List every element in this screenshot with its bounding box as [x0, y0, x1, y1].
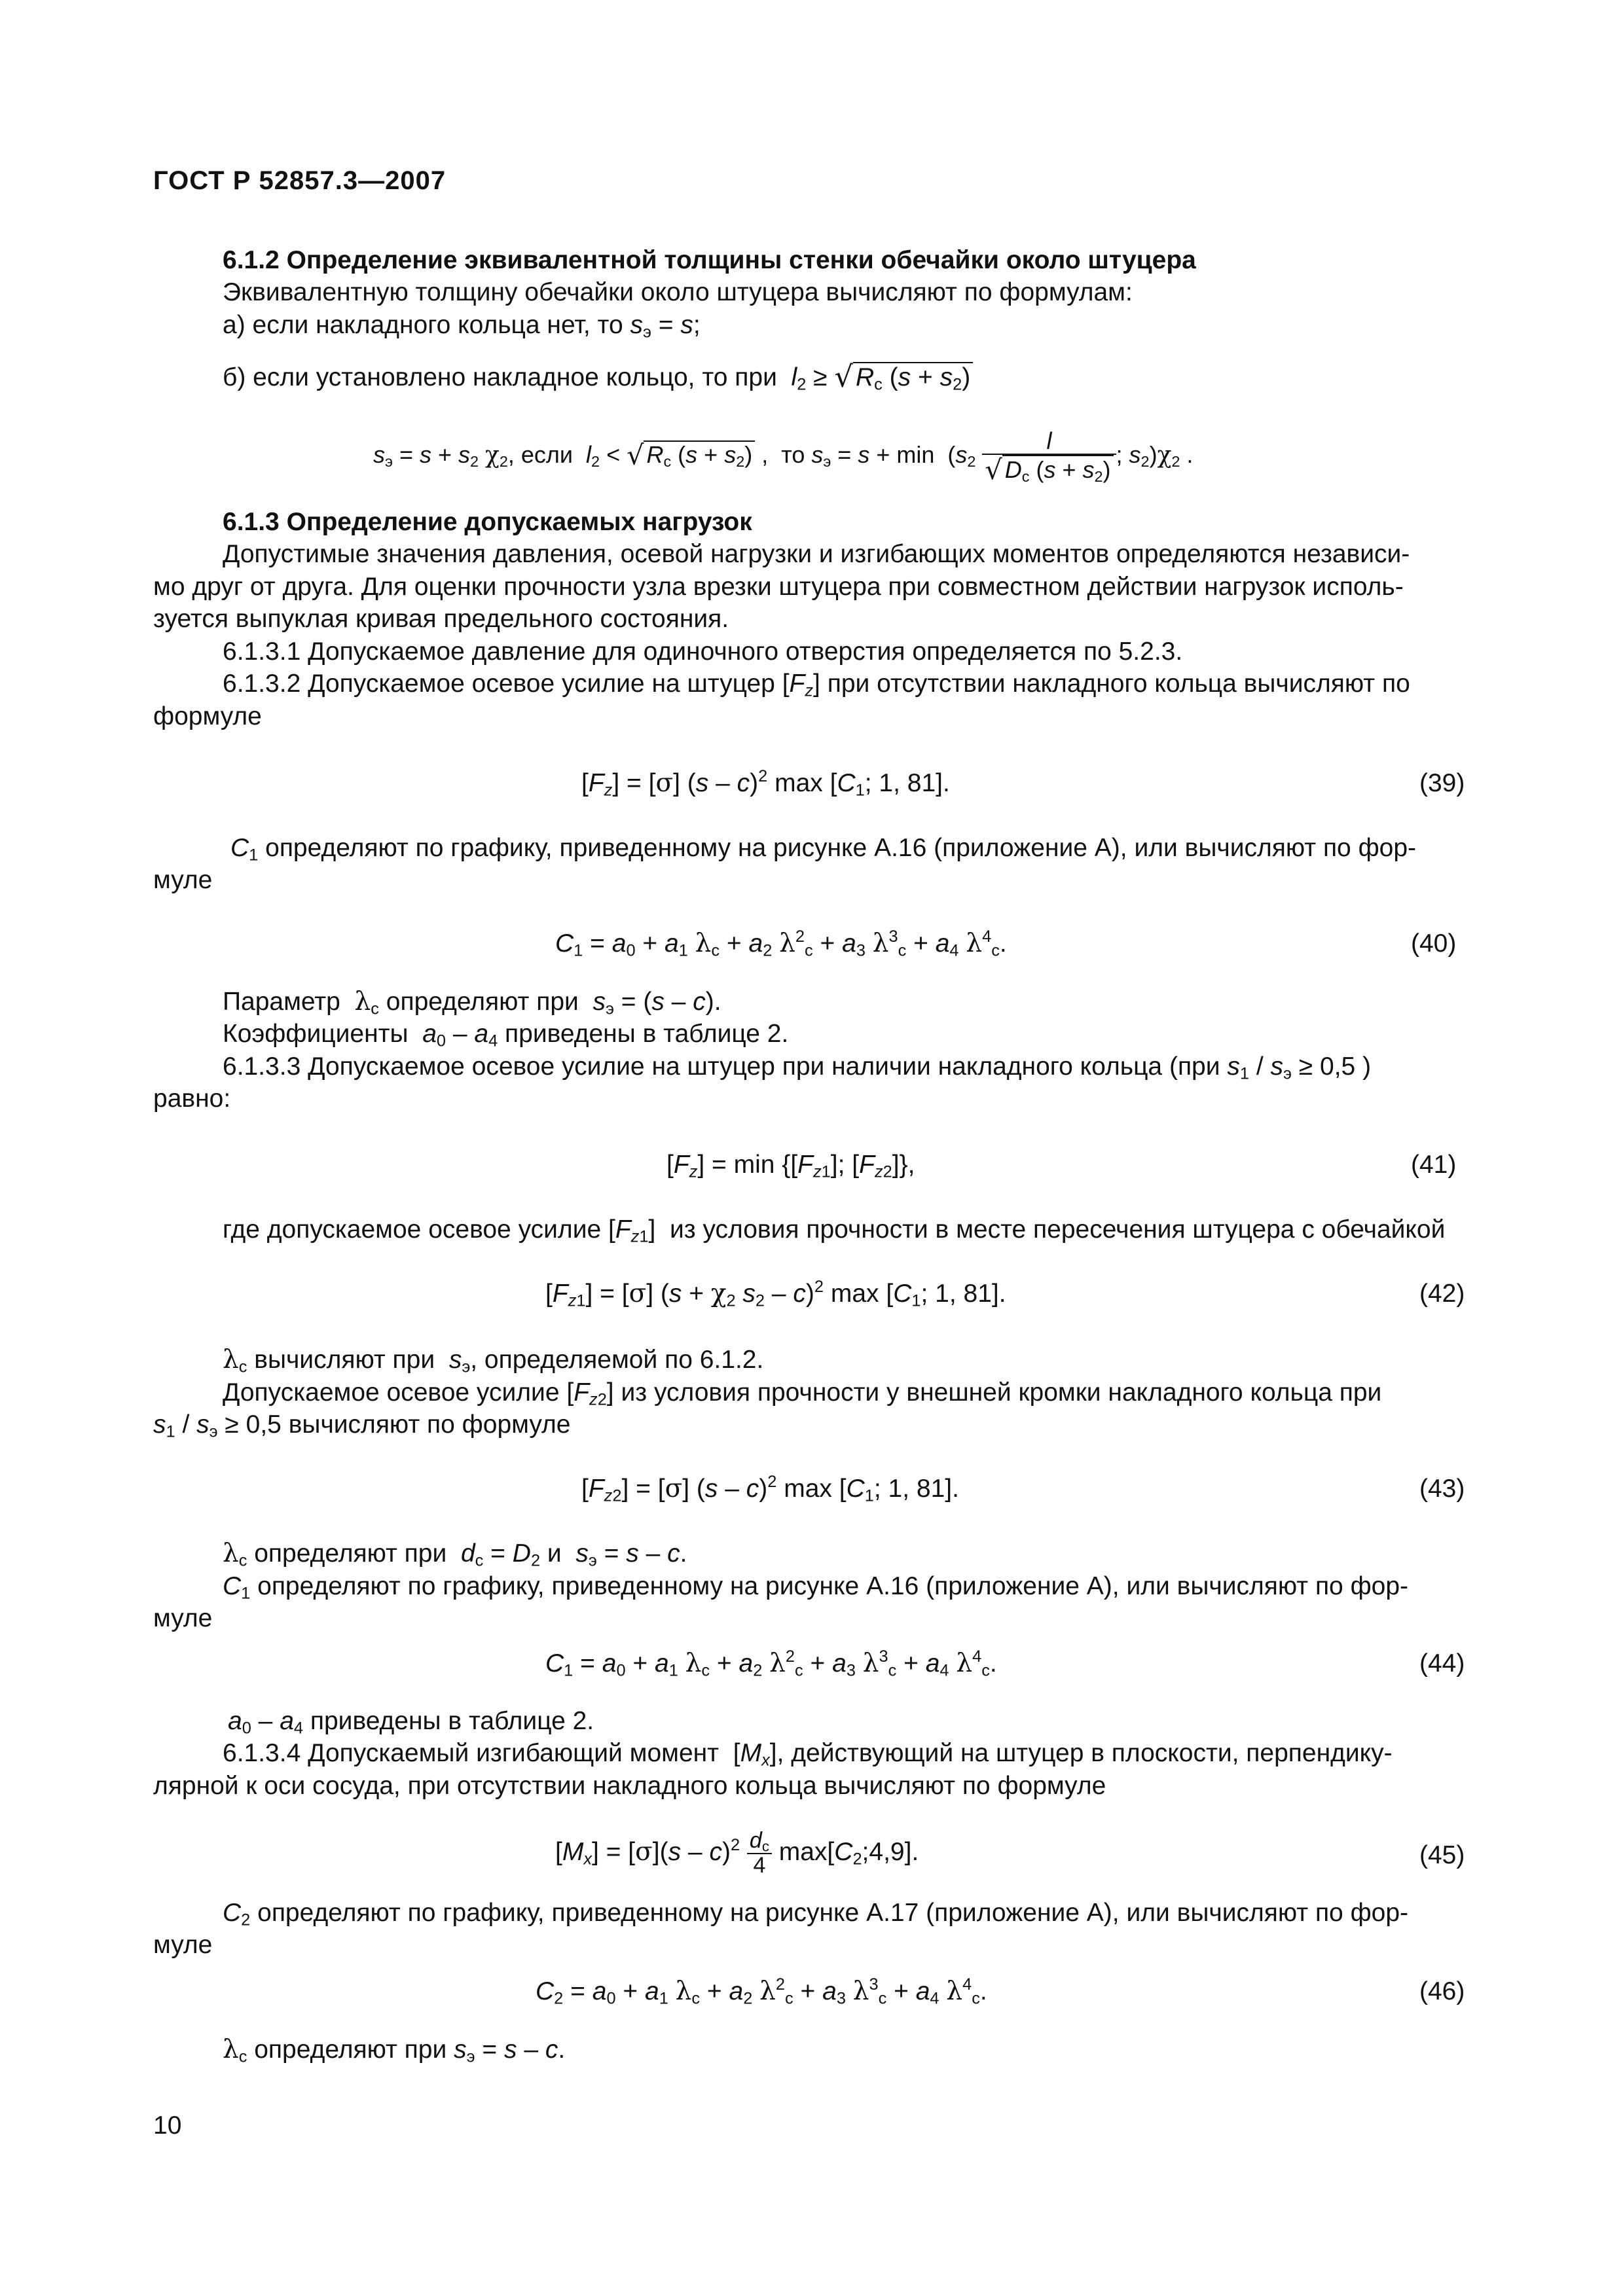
paragraph: Коэффициенты $a_0 - a_4$ приведены в таблице 2. — [223, 1020, 789, 1050]
paragraph: 6.1.3.4 Допускаемый изгибающий момент $[M_x]$, действующий на штуцер в плоскости, перпендику- — [223, 1739, 1393, 1770]
paragraph: где допускаемое осевое усилие $[F_{z1}]$ из условия прочности в месте пересечения штуцера с обечайкой — [223, 1215, 1446, 1246]
paragraph: 6.1.3.2 Допускаемое осевое усилие на штуцер $[F_z]$ при отсутствии накладного кольца вычисляют по — [223, 670, 1410, 700]
equation-number: (46) — [1419, 1977, 1465, 2005]
paragraph: $s_1 / s_э \ge 0,5$ вычисляют по формуле — [153, 1410, 571, 1441]
equation-46: $C_2 = a_0 + a_1$ $\lambda_с + a_2$ $\lambda^2_с + a_3$ $\lambda^3_с + a_4$ $\lambda^4_с$. — [536, 1975, 987, 2008]
paragraph: Допускаемое осевое усилие $[F_{z2}]$ из условия прочности у внешней кромки накладного кольца при — [223, 1378, 1382, 1409]
paragraph: Эквивалентную толщину обечайки около штуцера вычисляют по формулам: — [223, 278, 1133, 306]
equation-44: $C_1 = a_0 + a_1$ $\lambda_с + a_2$ $\lambda^2_с + a_3$ $\lambda^3_с + a_4$ $\lambda^4_с$. — [545, 1647, 997, 1680]
paragraph: формуле — [153, 702, 262, 730]
equation-number: (42) — [1419, 1280, 1465, 1308]
paragraph: $C_1$ определяют по графику, приведенному на рисунке А.16 (приложение А), или вычисляют по фор- — [223, 1572, 1409, 1603]
paragraph: б) если установлено накладное кольцо, то при $l_2$ ≥ √ $R_с$ $(s + s_2)$ — [223, 362, 973, 392]
paragraph: муле — [153, 1931, 213, 1959]
paragraph: равно: — [153, 1085, 231, 1113]
paragraph: 6.1.3.1 Допускаемое давление для одиночного отверстия определяется по 5.2.3. — [223, 637, 1183, 666]
equation-39: $[F_z] = [\sigma]$ (s – c)$^2$ $\max [C_1$; 1, 81]. — [581, 766, 950, 800]
equation-number: (40) — [1411, 929, 1457, 958]
paragraph: лярной к оси сосуда, при отсутствии накладного кольца вычисляют по формуле — [153, 1772, 1106, 1800]
paragraph: 6.1.3.3 Допускаемое осевое усилие на штуцер при наличии накладного кольца (при $s_1 / s_э \ge 0,5$ ) — [223, 1052, 1372, 1083]
paragraph: $a_0 - a_4$ приведены в таблице 2. — [228, 1707, 594, 1738]
equation-number: (39) — [1419, 769, 1465, 797]
document-header: ГОСТ Р 52857.3—2007 — [153, 166, 447, 195]
paragraph: мо друг от друга. Для оценки прочности узла врезки штуцера при совместном действии нагрузок исполь- — [153, 573, 1404, 601]
equation-42: $[F_{z1}] = [\sigma] (s + \chi_2$ $s_2 - c)^2$ $\max [C_1$; 1, 81]. — [545, 1277, 1006, 1310]
paragraph: $C_2$ определяют по графику, приведенному на рисунке А.17 (приложение А), или вычисляют по фор- — [223, 1899, 1409, 1929]
equation-number: (44) — [1419, 1649, 1465, 1677]
section-title-6-1-2: 6.1.2 Определение эквивалентной толщины стенки обечайки около штуцера — [223, 246, 1196, 274]
paragraph: $\lambda_с$ определяют при $d_с = D_2$ и $s_э = s - c$. — [223, 1539, 687, 1570]
paragraph: $\lambda_с$ определяют при $s_э = s - c$. — [223, 2035, 566, 2066]
paragraph: Параметр $\lambda_с$ определяют при $s_э = (s - c)$. — [223, 987, 721, 1018]
paragraph: Допустимые значения давления, осевой нагрузки и изгибающих моментов определяются независи- — [223, 540, 1410, 568]
equation-41: $[F_z] = \min \{[F_{z1}]$; $[F_{z2}]$}, — [666, 1151, 915, 1181]
paragraph: $C_1$ определяют по графику, приведенному на рисунке А.16 (приложение А), или вычисляют по фор- — [230, 834, 1417, 865]
paragraph: зуется выпуклая кривая предельного состояния. — [153, 605, 729, 633]
equation-number: (43) — [1419, 1475, 1465, 1503]
page-number: 10 — [153, 2111, 182, 2140]
paragraph: а) если накладного кольца нет, то $s_э = s$; — [223, 311, 701, 342]
paragraph: $\lambda_с$ вычисляют при $s_э$, определяемой по 6.1.2. — [223, 1345, 764, 1376]
equation-43: $[F_{z2}] = [\sigma]$ (s – c)$^2$ $\max [C_1$; 1, 81]. — [581, 1472, 959, 1505]
section-title-6-1-3: 6.1.3 Определение допускаемых нагрузок — [223, 508, 752, 536]
equation-number: (41) — [1411, 1151, 1457, 1179]
paragraph: муле — [153, 866, 213, 894]
paragraph: муле — [153, 1604, 213, 1632]
formula-equivalent-thickness: $s_э = s + s_2$ $\chi_2$, если $l_2$ < √ $R_с$ $(s + s_2)$ , то $s_э = s + \min (s_2$ $\frac{l}{√ D_с (s + s_2)}$ ; $s_2)\chi_2$ . — [373, 427, 1194, 486]
equation-45: $[M_x] = [\sigma](s - c)^2$ $\frac{d_с}{4}$ $\max[C_2;4,9]$. — [555, 1828, 919, 1878]
equation-number: (45) — [1419, 1841, 1465, 1869]
equation-40: $C_1 = a_0 + a_1$ $\lambda_с + a_2$ $\lambda^2_с + a_3$ $\lambda^3_с + a_4$ $\lambda^4_с$. — [555, 927, 1007, 960]
